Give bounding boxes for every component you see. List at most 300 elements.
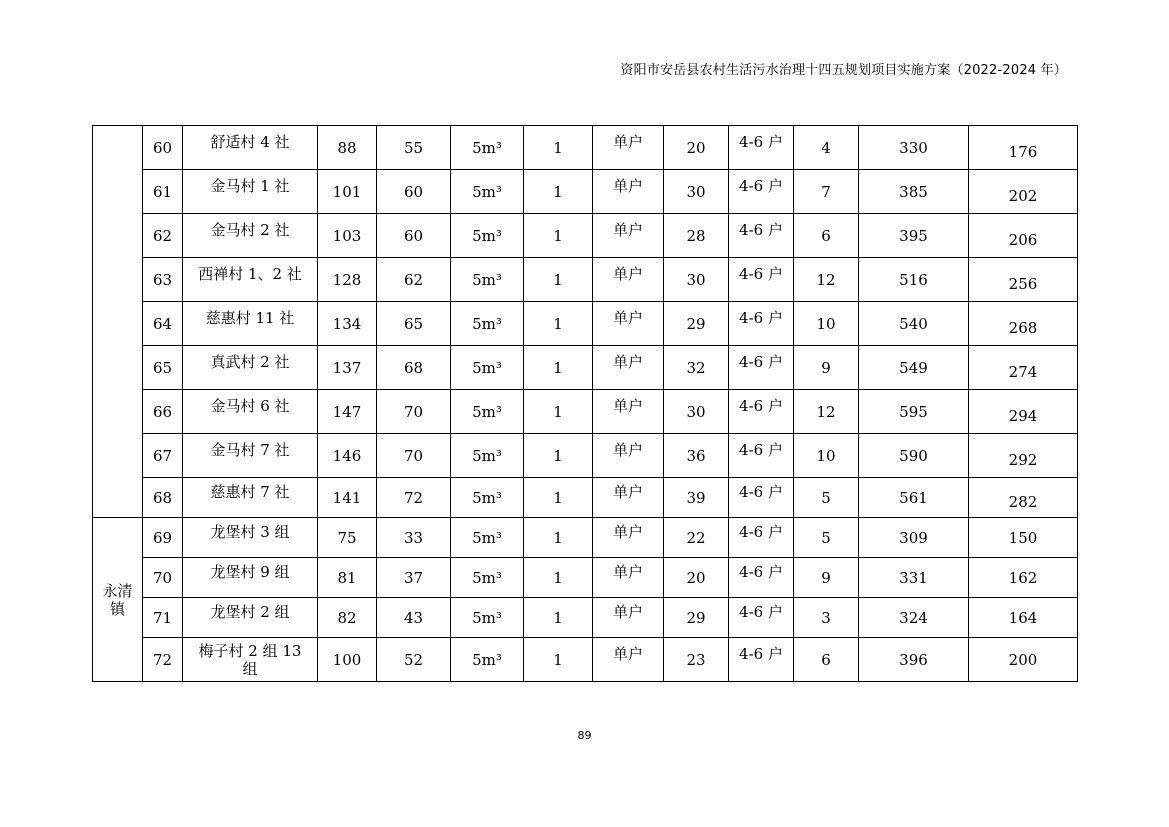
col-quantity: 1	[553, 402, 563, 421]
col-households-cell	[318, 638, 377, 682]
village-name: 龙堡村 9 组	[210, 562, 290, 581]
document-header: 资阳市安岳县农村生活污水治理十四五规划项目实施方案（2022-2024 年）	[620, 63, 1067, 78]
col-households: 75	[337, 528, 357, 547]
col-investment: 268	[1008, 318, 1038, 337]
col-users: 65	[403, 314, 424, 333]
col-households: 134	[332, 314, 362, 333]
table-row	[93, 170, 1078, 214]
table-row	[93, 126, 1078, 170]
col-cost-cell	[859, 258, 969, 302]
col-users: 60	[403, 226, 424, 245]
col-type-cell	[593, 478, 664, 518]
col-count: 12	[816, 270, 836, 289]
col-users-cell	[377, 390, 451, 434]
village-name-cell	[183, 214, 318, 258]
col-type: 单户	[612, 644, 643, 663]
col-users-cell	[377, 170, 451, 214]
col-scale-cell	[729, 170, 794, 214]
col-users: 70	[403, 446, 424, 465]
col-users: 43	[403, 608, 424, 627]
col-quantity-cell	[524, 638, 593, 682]
col-count-cell	[794, 434, 859, 478]
col-quantity-cell	[524, 434, 593, 478]
col-tank-volume-cell	[451, 126, 524, 170]
row-number: 64	[152, 314, 173, 333]
village-name: 金马村 7 社	[210, 440, 290, 459]
col-scale: 4-6 户	[739, 440, 783, 459]
col-cost: 540	[899, 314, 928, 333]
col-type: 单户	[612, 562, 643, 581]
col-scale: 4-6 户	[739, 396, 783, 415]
col-quantity: 1	[553, 528, 563, 547]
col-scale-cell	[729, 390, 794, 434]
col-count: 3	[821, 608, 831, 627]
col-scale: 4-6 户	[739, 602, 783, 621]
col-cost-cell	[859, 598, 969, 638]
village-name-cell	[183, 598, 318, 638]
col-type: 单户	[612, 264, 643, 283]
col-quantity: 1	[553, 314, 563, 333]
col-days-cell	[664, 598, 729, 638]
col-tank-volume: 5m³	[472, 358, 502, 377]
row-number-cell	[143, 638, 183, 682]
col-count: 5	[821, 488, 831, 507]
col-cost-cell	[859, 214, 969, 258]
col-investment-cell	[969, 434, 1078, 478]
col-days: 29	[686, 314, 706, 333]
town-cell	[93, 126, 143, 518]
col-cost: 330	[899, 138, 928, 157]
col-households: 103	[332, 226, 362, 245]
col-users: 52	[403, 650, 424, 669]
row-number-cell	[143, 126, 183, 170]
col-users: 68	[403, 358, 424, 377]
row-number: 72	[152, 650, 173, 669]
col-days: 20	[686, 568, 706, 587]
col-investment: 202	[1008, 186, 1038, 205]
col-type: 单户	[612, 220, 643, 239]
col-count: 10	[816, 314, 836, 333]
col-tank-volume: 5m³	[472, 182, 502, 201]
col-tank-volume-cell	[451, 518, 524, 558]
col-tank-volume-cell	[451, 346, 524, 390]
col-investment: 164	[1008, 608, 1038, 627]
col-households: 82	[337, 608, 357, 627]
col-tank-volume: 5m³	[472, 488, 502, 507]
col-tank-volume-cell	[451, 478, 524, 518]
col-type: 单户	[612, 352, 643, 371]
col-cost-cell	[859, 434, 969, 478]
village-name-cell	[183, 638, 318, 682]
col-investment: 294	[1008, 406, 1038, 425]
col-scale-cell	[729, 598, 794, 638]
col-investment: 282	[1008, 492, 1038, 511]
col-cost-cell	[859, 346, 969, 390]
col-tank-volume-cell	[451, 258, 524, 302]
table-row	[93, 518, 1078, 558]
col-type-cell	[593, 434, 664, 478]
row-number-cell	[143, 478, 183, 518]
col-investment: 162	[1008, 568, 1038, 587]
col-quantity: 1	[553, 608, 563, 627]
village-name: 龙堡村 2 组	[210, 602, 290, 621]
col-count-cell	[794, 478, 859, 518]
col-investment-cell	[969, 558, 1078, 598]
col-quantity-cell	[524, 478, 593, 518]
col-households-cell	[318, 558, 377, 598]
col-households-cell	[318, 302, 377, 346]
col-investment: 256	[1008, 274, 1038, 293]
col-quantity-cell	[524, 214, 593, 258]
col-users-cell	[377, 558, 451, 598]
col-investment-cell	[969, 346, 1078, 390]
row-number: 69	[152, 528, 173, 547]
col-quantity-cell	[524, 390, 593, 434]
row-number-cell	[143, 518, 183, 558]
table-row	[93, 434, 1078, 478]
col-count: 4	[821, 138, 831, 157]
col-investment-cell	[969, 258, 1078, 302]
col-type-cell	[593, 302, 664, 346]
col-households: 146	[332, 446, 362, 465]
col-tank-volume: 5m³	[472, 138, 502, 157]
col-quantity: 1	[553, 226, 563, 245]
col-scale-cell	[729, 346, 794, 390]
col-scale: 4-6 户	[739, 176, 783, 195]
col-count: 6	[821, 650, 831, 669]
col-investment: 176	[1008, 142, 1038, 161]
col-type: 单户	[612, 132, 643, 151]
col-households: 81	[337, 568, 357, 587]
col-type: 单户	[612, 176, 643, 195]
col-cost: 590	[899, 446, 928, 465]
col-days: 32	[686, 358, 706, 377]
row-number: 60	[152, 138, 173, 157]
col-users: 70	[403, 402, 424, 421]
col-cost: 396	[899, 650, 928, 669]
col-users: 60	[403, 182, 424, 201]
col-scale-cell	[729, 518, 794, 558]
col-households: 147	[332, 402, 362, 421]
col-days-cell	[664, 478, 729, 518]
col-quantity: 1	[553, 358, 563, 377]
col-type: 单户	[612, 396, 643, 415]
village-name: 金马村 1 社	[210, 176, 290, 195]
col-users-cell	[377, 478, 451, 518]
col-count: 5	[821, 528, 831, 547]
col-days-cell	[664, 258, 729, 302]
col-days: 29	[686, 608, 706, 627]
col-count-cell	[794, 346, 859, 390]
col-users-cell	[377, 518, 451, 558]
col-tank-volume-cell	[451, 558, 524, 598]
col-quantity-cell	[524, 302, 593, 346]
col-scale: 4-6 户	[739, 522, 783, 541]
col-type-cell	[593, 346, 664, 390]
table-row	[93, 302, 1078, 346]
village-name-cell	[183, 518, 318, 558]
col-investment-cell	[969, 214, 1078, 258]
table-row	[93, 598, 1078, 638]
col-tank-volume-cell	[451, 302, 524, 346]
village-name: 金马村 6 社	[210, 396, 290, 415]
col-tank-volume-cell	[451, 214, 524, 258]
col-tank-volume: 5m³	[472, 528, 502, 547]
col-investment-cell	[969, 518, 1078, 558]
col-cost: 595	[899, 402, 928, 421]
col-tank-volume: 5m³	[472, 608, 502, 627]
col-days: 22	[686, 528, 706, 547]
col-quantity: 1	[553, 182, 563, 201]
col-users-cell	[377, 638, 451, 682]
col-users-cell	[377, 346, 451, 390]
col-quantity: 1	[553, 138, 563, 157]
col-quantity-cell	[524, 346, 593, 390]
table-row	[93, 346, 1078, 390]
col-tank-volume-cell	[451, 598, 524, 638]
col-investment-cell	[969, 638, 1078, 682]
col-days-cell	[664, 434, 729, 478]
village-name: 龙堡村 3 组	[210, 522, 290, 541]
col-households-cell	[318, 214, 377, 258]
col-days-cell	[664, 558, 729, 598]
col-cost-cell	[859, 638, 969, 682]
col-count-cell	[794, 638, 859, 682]
col-type: 单户	[612, 308, 643, 327]
row-number-cell	[143, 346, 183, 390]
col-users: 37	[403, 568, 424, 587]
col-type-cell	[593, 638, 664, 682]
col-scale-cell	[729, 478, 794, 518]
col-days: 28	[686, 226, 706, 245]
col-type-cell	[593, 258, 664, 302]
village-name: 舒适村 4 社	[210, 132, 290, 151]
col-cost: 395	[899, 226, 928, 245]
col-cost-cell	[859, 390, 969, 434]
col-type-cell	[593, 170, 664, 214]
col-users-cell	[377, 126, 451, 170]
col-scale: 4-6 户	[739, 644, 783, 663]
col-tank-volume: 5m³	[472, 314, 502, 333]
col-days: 30	[686, 182, 706, 201]
table-row	[93, 390, 1078, 434]
col-users-cell	[377, 598, 451, 638]
row-number-cell	[143, 302, 183, 346]
col-investment-cell	[969, 478, 1078, 518]
col-type-cell	[593, 518, 664, 558]
col-type-cell	[593, 390, 664, 434]
col-investment: 206	[1008, 230, 1038, 249]
col-days: 39	[686, 488, 706, 507]
col-tank-volume-cell	[451, 390, 524, 434]
col-days: 23	[686, 650, 706, 669]
col-count-cell	[794, 258, 859, 302]
col-tank-volume-cell	[451, 434, 524, 478]
row-number-cell	[143, 214, 183, 258]
col-households-cell	[318, 434, 377, 478]
col-count-cell	[794, 390, 859, 434]
table-row	[93, 214, 1078, 258]
col-households-cell	[318, 390, 377, 434]
col-days-cell	[664, 214, 729, 258]
col-quantity-cell	[524, 126, 593, 170]
col-households-cell	[318, 518, 377, 558]
col-quantity: 1	[553, 270, 563, 289]
row-number-cell	[143, 434, 183, 478]
col-households: 100	[332, 650, 362, 669]
col-tank-volume: 5m³	[472, 446, 502, 465]
row-number: 70	[152, 568, 173, 587]
col-days-cell	[664, 638, 729, 682]
village-name: 慈惠村 11 社	[205, 308, 295, 327]
col-type-cell	[593, 126, 664, 170]
col-type: 单户	[612, 602, 643, 621]
col-scale: 4-6 户	[739, 308, 783, 327]
col-days-cell	[664, 126, 729, 170]
col-count: 9	[821, 358, 831, 377]
col-households: 101	[332, 182, 362, 201]
row-number-cell	[143, 598, 183, 638]
col-cost-cell	[859, 126, 969, 170]
col-scale-cell	[729, 126, 794, 170]
col-type-cell	[593, 558, 664, 598]
col-tank-volume: 5m³	[472, 650, 502, 669]
col-investment: 274	[1008, 362, 1038, 381]
col-scale: 4-6 户	[739, 482, 783, 501]
col-cost-cell	[859, 558, 969, 598]
col-investment: 150	[1008, 528, 1038, 547]
col-tank-volume: 5m³	[472, 270, 502, 289]
col-count-cell	[794, 170, 859, 214]
village-name-cell	[183, 558, 318, 598]
col-cost-cell	[859, 170, 969, 214]
col-count-cell	[794, 598, 859, 638]
col-quantity: 1	[553, 446, 563, 465]
col-days: 20	[686, 138, 706, 157]
col-investment: 200	[1008, 650, 1038, 669]
col-cost-cell	[859, 478, 969, 518]
village-name-cell	[183, 170, 318, 214]
col-users-cell	[377, 214, 451, 258]
row-number: 71	[152, 608, 173, 627]
col-households: 88	[337, 138, 357, 157]
col-days: 36	[686, 446, 706, 465]
col-users-cell	[377, 258, 451, 302]
col-households-cell	[318, 346, 377, 390]
col-cost: 385	[899, 182, 928, 201]
col-cost-cell	[859, 518, 969, 558]
village-name-cell	[183, 390, 318, 434]
col-scale-cell	[729, 302, 794, 346]
village-name-cell	[183, 478, 318, 518]
row-number: 61	[152, 182, 173, 201]
col-quantity-cell	[524, 258, 593, 302]
col-quantity-cell	[524, 598, 593, 638]
col-count: 6	[821, 226, 831, 245]
row-number-cell	[143, 258, 183, 302]
row-number: 67	[152, 446, 173, 465]
row-number: 63	[152, 270, 173, 289]
col-type: 单户	[612, 522, 643, 541]
row-number: 66	[152, 402, 173, 421]
col-count: 9	[821, 568, 831, 587]
col-scale: 4-6 户	[739, 562, 783, 581]
col-users: 55	[403, 138, 424, 157]
village-name: 金马村 2 社	[210, 220, 290, 239]
col-investment-cell	[969, 126, 1078, 170]
col-investment: 292	[1008, 450, 1038, 469]
col-scale-cell	[729, 434, 794, 478]
col-users: 33	[403, 528, 424, 547]
village-name: 真武村 2 社	[210, 352, 290, 371]
col-scale-cell	[729, 214, 794, 258]
col-type: 单户	[612, 440, 643, 459]
village-name: 西禅村 1、2 社	[198, 264, 302, 283]
col-households-cell	[318, 170, 377, 214]
col-days-cell	[664, 390, 729, 434]
col-tank-volume-cell	[451, 170, 524, 214]
page-number: 89	[577, 729, 592, 742]
col-cost: 309	[899, 528, 928, 547]
table-row	[93, 478, 1078, 518]
col-users-cell	[377, 302, 451, 346]
col-cost: 549	[899, 358, 928, 377]
col-days-cell	[664, 346, 729, 390]
col-type-cell	[593, 214, 664, 258]
col-days-cell	[664, 170, 729, 214]
col-cost-cell	[859, 302, 969, 346]
table-row	[93, 638, 1078, 682]
col-investment-cell	[969, 390, 1078, 434]
col-scale-cell	[729, 638, 794, 682]
col-count-cell	[794, 558, 859, 598]
village-name-cell	[183, 302, 318, 346]
col-tank-volume: 5m³	[472, 226, 502, 245]
col-households-cell	[318, 598, 377, 638]
col-users: 62	[403, 270, 424, 289]
col-count: 12	[816, 402, 836, 421]
col-households-cell	[318, 258, 377, 302]
col-days: 30	[686, 270, 706, 289]
col-quantity: 1	[553, 568, 563, 587]
col-quantity-cell	[524, 170, 593, 214]
table-row	[93, 558, 1078, 598]
town-cell	[93, 518, 143, 682]
col-count: 7	[821, 182, 831, 201]
row-number: 68	[152, 488, 173, 507]
col-households: 128	[332, 270, 362, 289]
col-investment-cell	[969, 598, 1078, 638]
data-table	[92, 125, 1078, 682]
village-name: 慈惠村 7 社	[210, 482, 290, 501]
row-number-cell	[143, 558, 183, 598]
col-scale: 4-6 户	[739, 220, 783, 239]
col-count-cell	[794, 126, 859, 170]
col-count-cell	[794, 302, 859, 346]
col-quantity: 1	[553, 650, 563, 669]
col-tank-volume-cell	[451, 638, 524, 682]
col-quantity-cell	[524, 518, 593, 558]
col-tank-volume: 5m³	[472, 402, 502, 421]
town-name: 永清镇	[102, 581, 133, 618]
col-count-cell	[794, 214, 859, 258]
col-households-cell	[318, 126, 377, 170]
col-scale-cell	[729, 558, 794, 598]
col-households: 137	[332, 358, 362, 377]
village-name-cell	[183, 126, 318, 170]
col-days: 30	[686, 402, 706, 421]
col-scale: 4-6 户	[739, 264, 783, 283]
